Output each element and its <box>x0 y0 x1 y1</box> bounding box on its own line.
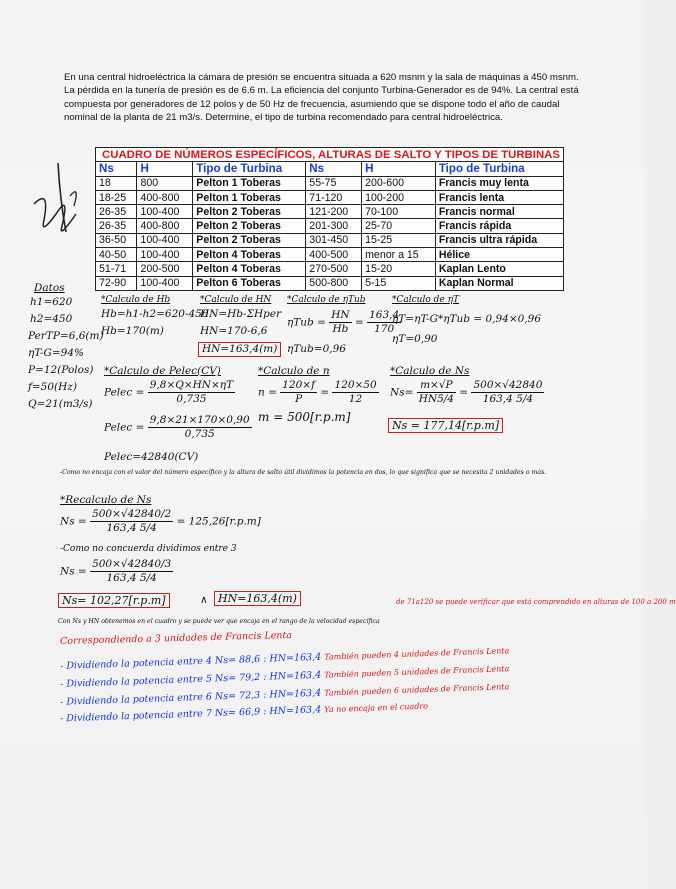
table-row <box>96 248 564 262</box>
formula-lhs: Ns = <box>60 565 87 578</box>
formula-lhs: Ns= <box>390 386 414 399</box>
denominator: 163,4 5/4 <box>106 522 157 534</box>
calc-nt-title: *Calculo de ηT <box>392 295 459 305</box>
fraction <box>417 379 456 406</box>
cell: Kaplan Lento <box>435 262 563 276</box>
cell: menor a 15 <box>362 248 436 262</box>
cell: 800 <box>137 176 193 190</box>
note-divide-power: -Como no encaja con el valor del número específico y la altura de salto útil dividimos la potencia en dos, lo que significa que se necesita 2 unidades o más. <box>60 469 547 476</box>
cell: 18 <box>96 176 137 190</box>
alt-conclusion: También pueden 6 unidades de Francis Lenta <box>324 682 510 698</box>
cell: Pelton 2 Toberas <box>193 233 306 247</box>
cell: 55-75 <box>306 176 362 190</box>
table-title: CUADRO DE NÚMEROS ESPECÍFICOS, ALTURAS DE SALTO Y TIPOS DE TURBINAS <box>96 148 564 162</box>
table-row <box>96 190 564 204</box>
denominator: 0,735 <box>184 428 215 440</box>
dato: Q=21(m3/s) <box>28 398 93 410</box>
alt-conclusion: También pueden 5 unidades de Francis Lenta <box>324 664 510 680</box>
numerator: 500×√42840/2 <box>92 508 172 520</box>
cell: 400-500 <box>306 248 362 262</box>
col-header: Tipo de Turbina <box>435 162 563 176</box>
cell: Pelton 1 Toberas <box>193 190 306 204</box>
cell: Pelton 6 Toberas <box>193 276 306 290</box>
cell: Francis lenta <box>435 190 563 204</box>
denominator: 0,735 <box>176 393 207 405</box>
cell: 121-200 <box>306 205 362 219</box>
cell: 100-200 <box>362 190 436 204</box>
cell: 70-100 <box>362 205 436 219</box>
numerator: 163,4 <box>369 309 400 321</box>
problem-line: compuesta por generadores de 12 polos y de 50 Hz de frecuencia, asumiendo que se dispone todo el año de caudal <box>64 98 560 110</box>
alt-conclusion: Ya no encaja en el cuadro <box>324 701 429 715</box>
cell: 500-800 <box>306 276 362 290</box>
numerator: 120×50 <box>334 379 377 391</box>
calc-hn-line: HN=Hb-ΣHper <box>200 308 282 320</box>
calc-hb-title: *Calculo de Hb <box>101 295 171 305</box>
alt-calc: - Dividiendo la potencia entre 4 Ns= 88,6 : HN=163,4 <box>59 651 322 672</box>
cell: 40-50 <box>96 248 137 262</box>
table-row <box>96 233 564 247</box>
formula-lhs: Pelec = <box>104 421 145 434</box>
table-row <box>96 262 564 276</box>
cell: 26-35 <box>96 205 137 219</box>
fraction <box>332 379 378 406</box>
numerator: m×√P <box>417 379 456 393</box>
alt-calc: - Dividiendo la potencia entre 5 Ns= 79,2 : HN=163,4 <box>59 669 322 690</box>
formula-lhs: Ns = <box>60 515 87 528</box>
table-row <box>96 176 564 190</box>
alt-calc: - Dividiendo la potencia entre 7 Ns= 66,9 : HN=163,4 <box>59 704 322 725</box>
recalc-result: = 125,26[r.p.m] <box>176 515 261 528</box>
denominator: 163,4 5/4 <box>106 572 157 584</box>
formula-lhs: Pelec = <box>104 386 145 399</box>
table-header-row <box>96 162 564 176</box>
numerator: 500×√42840/3 <box>92 558 172 570</box>
recalc-title: *Recalculo de Ns <box>60 494 152 506</box>
cell: 270-500 <box>306 262 362 276</box>
cell: 100-400 <box>137 205 193 219</box>
table-lookup-note: Con Ns y HN obtenemos en el cuadro y se puede ver que encaja en el rango de la velocidad específica <box>58 618 380 625</box>
cell: 301-450 <box>306 233 362 247</box>
cell: 201-300 <box>306 219 362 233</box>
cell: 400-800 <box>137 190 193 204</box>
calc-n-title: *Calculo de n <box>258 365 330 377</box>
calc-pelec-result: Pelec=42840(CV) <box>104 451 199 463</box>
calc-ntub-formula: ηTub = $\frac{HN}{Hb}$ = $\frac{163,4}{170}$ <box>287 309 400 335</box>
numerator: 9,8×Q×HN×ηT <box>149 379 234 391</box>
cell: 51-71 <box>96 262 137 276</box>
datos-title: Datos <box>34 282 65 294</box>
cell: Francis normal <box>435 205 563 219</box>
cell: Pelton 4 Toberas <box>193 248 306 262</box>
alt-calc: - Dividiendo la potencia entre 6 Ns= 72,3 : HN=163,4 <box>59 687 322 708</box>
numerator: 500×√42840 <box>473 379 543 391</box>
denominator: P <box>295 393 303 405</box>
cell: 71-120 <box>306 190 362 204</box>
range-ns: de 71a120 <box>396 598 434 606</box>
calc-pelec-formula <box>104 379 235 406</box>
calc-hn-title: *Calculo de HN <box>200 295 272 305</box>
recalc3-formula <box>60 558 173 585</box>
cell: 15-25 <box>362 233 436 247</box>
calc-hn-line: HN=170-6,6 <box>200 325 268 337</box>
red-range-note <box>396 596 676 609</box>
cell: 100-400 <box>137 233 193 247</box>
cell: Pelton 2 Toberas <box>193 205 306 219</box>
cell: Pelton 1 Toberas <box>193 176 306 190</box>
result-ns: Ns= 102,27[r.p.m] <box>58 593 170 608</box>
calc-n-formula: n = $\frac{120\times f}{P}$ = $\frac{120\times 50}{12}$ <box>258 379 377 405</box>
numerator: HN <box>331 309 350 321</box>
denominator: 163,4 5/4 <box>482 393 534 405</box>
col-header: Ns <box>96 162 137 176</box>
cell: Francis rápida <box>435 219 563 233</box>
dato: h1=620 <box>30 296 73 308</box>
alt-conclusion: También pueden 4 unidades de Francis Lenta <box>324 646 510 662</box>
numerator: 9,8×21×170×0,90 <box>149 414 250 426</box>
cell: Francis muy lenta <box>435 176 563 190</box>
denominator: 170 <box>374 323 395 335</box>
fraction <box>90 558 173 585</box>
dato: ηT-G=94% <box>28 347 85 359</box>
problem-line: En una central hidroeléctrica la cámara de presión se encuentra situada a 620 msnm y la sala de máquinas a 450 msnm. <box>64 72 579 83</box>
col-header: H <box>137 162 193 176</box>
conclusion-francis: Correspondiendo a 3 unidades de Francis Lenta <box>59 629 293 648</box>
cell: 15-20 <box>362 262 436 276</box>
calc-ns-result: Ns = 177,14[r.p.m] <box>388 418 503 433</box>
col-header: Ns <box>306 162 362 176</box>
cell: Pelton 4 Toberas <box>193 262 306 276</box>
cell: Kaplan Normal <box>435 276 563 290</box>
range-height: se puede verificar que está comprendido en alturas de 100 a 200 m <box>435 598 676 606</box>
denominator: HN5/4 <box>418 393 454 405</box>
calc-ntub-result: ηTub=0,96 <box>287 343 346 355</box>
calc-hn-result: HN=163,4(m) <box>198 342 281 357</box>
calc-nt-line: ηT=ηT-G*ηTub = 0,94×0,96 <box>392 313 542 325</box>
cell: 25-70 <box>362 219 436 233</box>
dato: PerTP=6,6(m) <box>28 330 104 342</box>
formula-lhs: n = <box>258 386 277 399</box>
cell: 200-500 <box>137 262 193 276</box>
fraction <box>329 309 351 336</box>
denominator: 12 <box>348 393 363 405</box>
calc-pelec-title: *Calculo de Pelec(CV) <box>104 365 221 377</box>
cell: 5-15 <box>362 276 436 290</box>
calc-n-result: m = 500[r.p.m] <box>258 410 351 424</box>
fraction <box>148 414 252 441</box>
cell: 400-800 <box>137 219 193 233</box>
problem-line: La pérdida en la tunería de presión es de 6.6 m. La eficiencia del conjunto Turbina-Generador es de 94%. La central está <box>64 85 579 97</box>
table-row <box>96 276 564 290</box>
cell: 100-400 <box>137 248 193 262</box>
recalc-formula <box>60 508 261 535</box>
fraction <box>471 379 544 406</box>
cell: 72-90 <box>96 276 137 290</box>
calc-ns-formula: Ns= $\frac{m\times√P}{HN5/4}$ = $\frac{500\times√42840}{163,4 5/4}$ <box>390 379 543 405</box>
cell: 26-35 <box>96 219 137 233</box>
note-divide-3: -Como no concuerda dividimos entre 3 <box>60 544 237 554</box>
numerator: 120×f <box>282 379 315 391</box>
fraction <box>148 379 235 406</box>
dato: f=50(Hz) <box>28 381 77 393</box>
col-header: Tipo de Turbina <box>193 162 306 176</box>
formula-lhs: ηTub = <box>287 316 326 329</box>
cell: Hélice <box>435 248 563 262</box>
calc-hb-line: Hb=h1-h2=620-450 <box>101 308 209 320</box>
problem-line: nominal de la planta de 21 m3/s. Determine, el tipo de turbina recomendado para central hidroeléctrica. <box>64 112 503 124</box>
table-row <box>96 219 564 233</box>
fraction <box>280 379 317 406</box>
calc-hb-result: Hb=170(m) <box>101 325 164 337</box>
and-symbol: ∧ <box>200 594 208 606</box>
fraction <box>90 508 173 535</box>
dato: P=12(Polos) <box>28 364 94 376</box>
turbine-table <box>95 147 564 291</box>
cell: 100-400 <box>137 276 193 290</box>
table-row <box>96 205 564 219</box>
calc-pelec-formula2 <box>104 414 252 441</box>
calc-ntub-title: *Calculo de ηTub <box>287 295 366 305</box>
result-hn: HN=163,4(m) <box>214 591 301 606</box>
cell: Pelton 2 Toberas <box>193 219 306 233</box>
cell: 200-600 <box>362 176 436 190</box>
cell: Francis ultra rápida <box>435 233 563 247</box>
calc-nt-result: ηT=0,90 <box>392 333 438 345</box>
denominator: Hb <box>332 323 349 335</box>
dato: h2=450 <box>30 313 73 325</box>
col-header: H <box>362 162 436 176</box>
cell: 36-50 <box>96 233 137 247</box>
cell: 18-25 <box>96 190 137 204</box>
calc-ns-title: *Calculo de Ns <box>390 365 470 377</box>
